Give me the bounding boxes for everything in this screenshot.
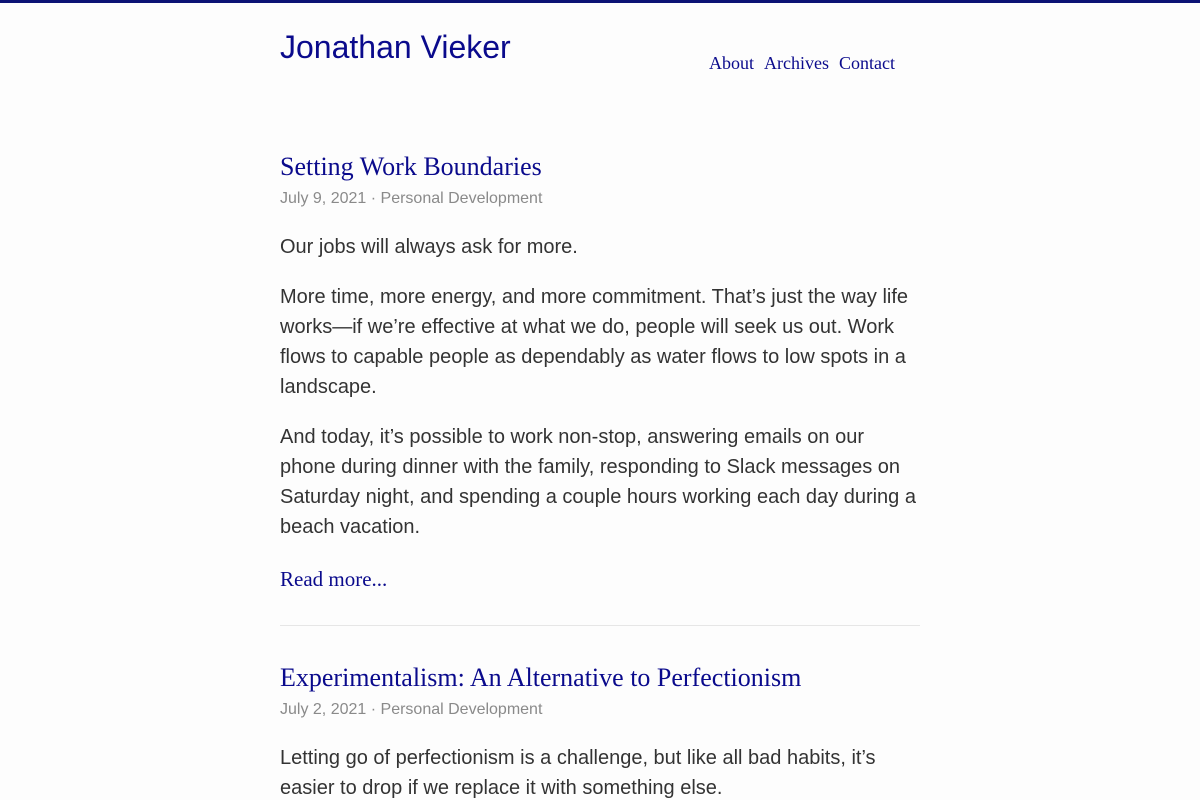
- main-nav: [709, 50, 895, 76]
- site-title-link[interactable]: Jonathan Vieker: [280, 29, 511, 65]
- post-paragraph: And today, it’s possible to work non-stop, answering emails on our phone during dinner with the family, responding to Slack messages on Saturday night, and spending a couple hours working each day during a beach vacation.: [280, 426, 916, 538]
- post-category-link[interactable]: Personal Development: [380, 701, 543, 718]
- nav-link-about[interactable]: About: [709, 53, 754, 73]
- post-experimentalism: [280, 661, 920, 800]
- meta-separator: ·: [370, 701, 377, 718]
- post-paragraph: More time, more energy, and more commitment. That’s just the way life works—if we’re effective at what we do, people will seek us out. Work flows to capable people as dependably as water flows to low spots in a landscape.: [280, 286, 909, 398]
- post-title: [280, 150, 920, 184]
- post-title: [280, 661, 920, 695]
- read-more-link[interactable]: Read more...: [280, 567, 388, 591]
- post-paragraph: Our jobs will always ask for more.: [280, 236, 578, 258]
- post-meta: [280, 695, 920, 725]
- nav-link-archives[interactable]: Archives: [764, 53, 829, 73]
- post-title-link[interactable]: Setting Work Boundaries: [280, 152, 542, 181]
- post-date: July 2, 2021: [280, 701, 367, 718]
- meta-separator: ·: [370, 190, 377, 207]
- post-paragraph: Letting go of perfectionism is a challenge, but like all bad habits, it’s easier to drop if we replace it with something else.: [280, 747, 876, 799]
- post-title-link[interactable]: Experimentalism: An Alternative to Perfectionism: [280, 663, 802, 692]
- post-setting-work-boundaries: [280, 150, 920, 594]
- post-meta: [280, 184, 920, 214]
- nav-link-contact[interactable]: Contact: [838, 53, 895, 73]
- post-divider: [280, 625, 920, 626]
- post-category-link[interactable]: Personal Development: [380, 190, 543, 207]
- post-date: July 9, 2021: [280, 190, 367, 207]
